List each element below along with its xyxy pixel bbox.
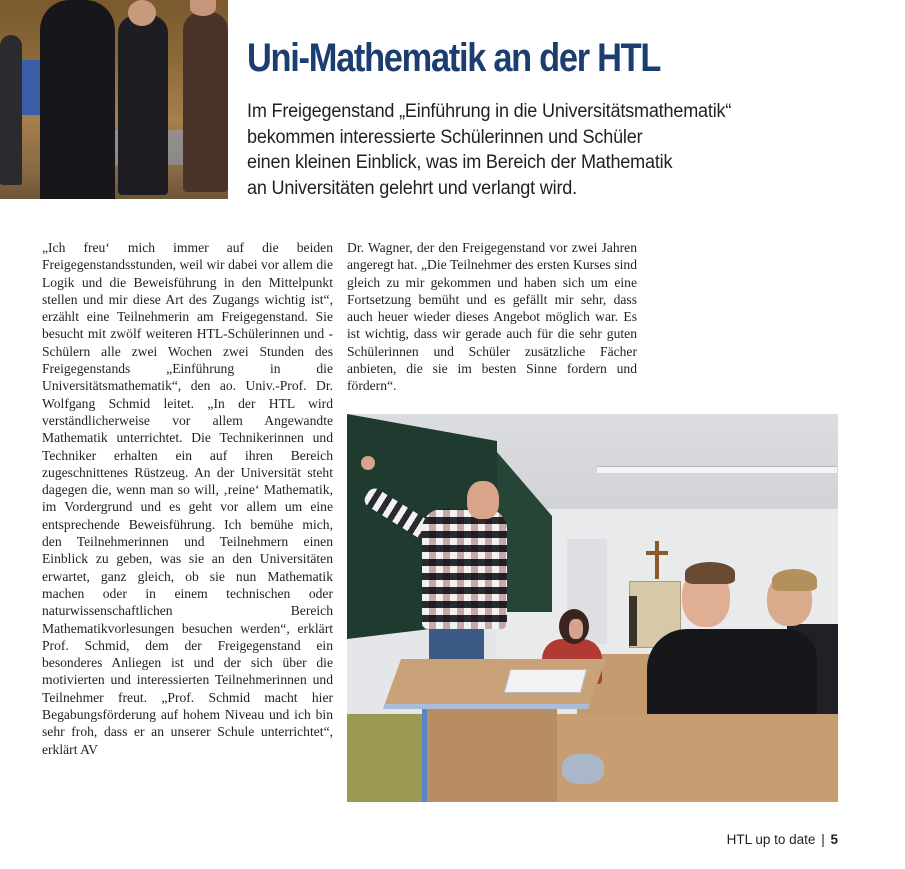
photo-person (118, 15, 168, 195)
photo-person (183, 12, 228, 192)
photo-person-head (190, 0, 216, 16)
article-title: Uni-Mathematik an der HTL (247, 36, 661, 80)
lead-line: Im Freigegenstand „Einführung in die Universitätsmathematik“ (247, 101, 732, 122)
student-face (569, 619, 583, 639)
publication-name: HTL up to date (726, 832, 816, 847)
teacher-hand (361, 456, 375, 470)
desk-cutout (562, 754, 604, 784)
lead-line: bekommen interessierte Schülerinnen und Schüler (247, 126, 643, 148)
body-paragraph: Dr. Wagner, der den Freigegenstand vor zwei Jahren angeregt hat. „Die Teilnehmer des ersten Kurses sind gleich zu mir gekommen und haben sich um eine Fortsetzung bemüht und es gefällt mir sehr, dass auch heuer wieder dieses Angebot möglich war. Es ist wichtig, dass wir gerade auch für die sehr guten Schülerinnen und Schüler zusätzliche Fächer anbieten, die sie im besten Sinne fordern und fördern“. (347, 240, 637, 394)
top-photo (0, 0, 228, 199)
cross-icon (655, 541, 659, 579)
lead-line: einen kleinen Einblick, was im Bereich der Mathematik (247, 152, 673, 173)
photo-person (0, 35, 22, 185)
teacher-desk-front (422, 704, 557, 802)
footer-separator: | (821, 832, 825, 847)
photo-ceiling-light (597, 466, 837, 473)
photo-person (40, 0, 115, 199)
photo-person-blue-shirt (22, 60, 40, 115)
lead-line: an Universitäten gelehrt und verlangt wird. (247, 177, 577, 199)
student-hair (685, 562, 735, 584)
teacher-shirt (422, 509, 507, 629)
article-lead (247, 99, 847, 201)
teacher-head (467, 481, 499, 519)
body-column-right (347, 239, 637, 395)
page-number: 5 (830, 832, 838, 847)
page-footer (727, 832, 838, 847)
student-hair (772, 569, 817, 591)
laptop (504, 669, 587, 693)
classroom-photo (347, 414, 838, 802)
cross-icon-bar (646, 551, 668, 555)
body-column-left (42, 239, 333, 758)
body-paragraph: „Ich freu‘ mich immer auf die beiden Freigegenstandsstunden, weil wir dabei vor allem die Logik und die Beweisführung in den Mittelpunkt stellen und mir diese Art des Zugangs wichtig ist“, erzählt eine Teilnehmerin am Freigegenstand. Sie besucht mit zwölf weiteren HTL-Schülerinnen und -Schülern alle zwei Wochen zwei Stunden des Freigegenstands „Einführung in die Universitätsmathematik“, den ao. Univ.-Prof. Dr. Wolfgang Schmid leitet. „In der HTL wird verständlicherweise vor allem Angewandte Mathematik unterrichtet. Die Technikerinnen und Techniker erhalten ein auf ihren Bereich zugeschnittenes Rüstzeug. An der Universität steht dagegen die, wenn man so will, ‚reine‘ Mathematik, im Vordergrund und es geht vor allem um eine entsprechende Beweisführung. Ich bemühe mich, den Teilnehmerinnen und Teilnehmern einen Einblick zu geben, was sie an den Universitäten erwartet, ganz gleich, ob sie nun Mathematik machen oder in einem technischen oder naturwissenschaftlichen Bereich Mathematikvorlesungen besuchen werden“, erklärt Prof. Schmid, dem der Freigegenstand ein besonderes Anliegen ist und der sich über die motivierten und interessierten Teilnehmerinnen und Teilnehmer freut. „Prof. Schmid macht hier Begabungsförderung auf hohem Niveau und ich bin sehr froh, dass er an unserer Schule unterrichtet“, erklärt AV (42, 240, 333, 757)
door-opening (629, 596, 637, 646)
photo-person-head (128, 0, 156, 26)
